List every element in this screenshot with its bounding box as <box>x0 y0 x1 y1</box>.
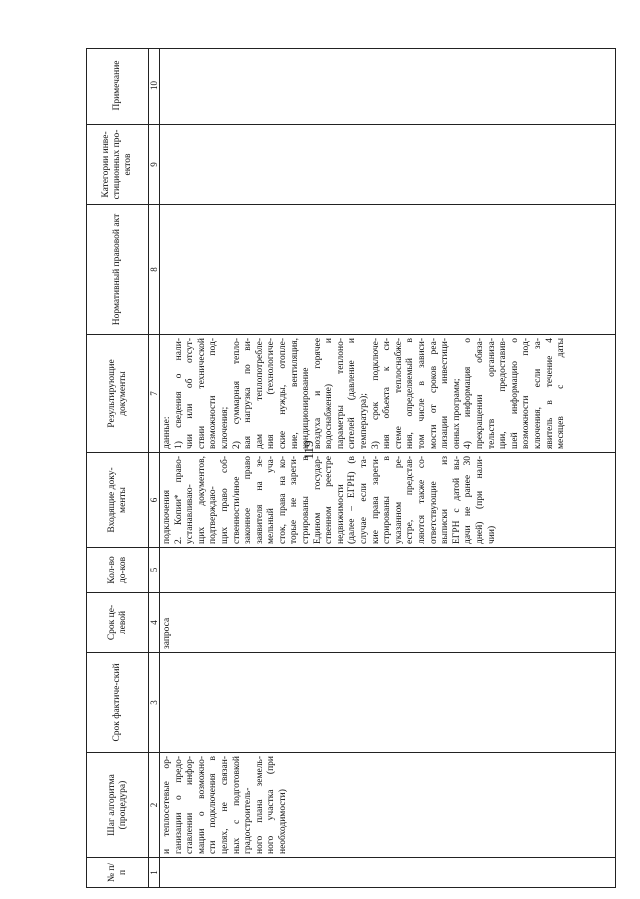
result-line: том числе в зависи- <box>417 338 428 449</box>
result-line: ключения, если за- <box>532 338 543 449</box>
result-line: чии или об отсут- <box>185 338 196 449</box>
result-line: возможности под- <box>521 338 532 449</box>
header-result-docs: Результирующие документы <box>87 335 149 452</box>
page-number: 119 <box>301 440 316 460</box>
header-project-category: Категории инве-стиционных про-ектов <box>87 125 149 204</box>
cell-result-docs <box>161 335 615 452</box>
incoming-line: щих право соб- <box>219 456 230 544</box>
column-index-10: 10 <box>149 48 160 124</box>
incoming-line: ственном реестре <box>324 456 335 544</box>
column-index-5: 5 <box>149 548 160 592</box>
result-line: сителей (давление и <box>347 338 358 449</box>
column-step <box>87 752 615 857</box>
incoming-line: ЕГРН с датой вы- <box>451 456 462 544</box>
cell-step <box>161 753 615 857</box>
result-line: водоснабжение) и <box>324 338 335 449</box>
column-index-4: 4 <box>149 593 160 652</box>
result-line: лизации инвестици- <box>440 338 451 449</box>
header-target-term: Срок це-левой <box>87 593 149 652</box>
column-index-3: 3 <box>149 653 160 752</box>
table-rotation-frame <box>86 48 616 888</box>
header-number: № п/п <box>87 858 149 887</box>
column-legal-act <box>87 204 615 334</box>
cell-note <box>161 48 615 124</box>
result-line: ния, определяемый в <box>405 338 416 449</box>
incoming-line: подтверждаю- <box>208 486 219 544</box>
incoming-line: (далее – ЕГРН) (в <box>347 456 358 544</box>
result-line: кондиционирование <box>301 367 312 449</box>
result-line: 2) суммарная тепло- <box>231 338 242 449</box>
header-doc-count: Кол-во до-ков <box>87 548 149 592</box>
incoming-line: недвижимости <box>335 484 346 544</box>
step-line: градостроитель- <box>243 787 254 854</box>
incoming-line: подключения <box>162 489 172 544</box>
result-line: 4) информация о <box>463 338 474 449</box>
header-legal-act: Нормативный правовой акт <box>87 205 149 334</box>
incoming-line: мельный уча- <box>266 456 277 544</box>
result-line: температура); <box>359 393 370 449</box>
step-line: ганизации о предо- <box>173 756 184 854</box>
incoming-line: естре, представ- <box>405 456 416 544</box>
cell-target-term <box>161 593 615 652</box>
result-line: воздуха и горячее <box>312 338 323 449</box>
result-line: ключения; <box>219 406 230 449</box>
step-line: целях, не связан- <box>219 756 230 854</box>
step-line: мации о возможно- <box>196 756 207 854</box>
column-actual-term <box>87 652 615 752</box>
result-line: 1) сведения о нали- <box>173 338 184 449</box>
incoming-line: сток, права на ко- <box>277 456 288 544</box>
result-line: онных программ; <box>451 378 462 449</box>
cell-legal-act <box>161 205 615 334</box>
result-line: месяцев с даты <box>556 338 567 449</box>
column-index-2: 2 <box>149 753 160 857</box>
column-incoming-docs <box>87 452 615 547</box>
result-line: мости от сроков реа- <box>428 338 439 449</box>
step-line: и теплосетевые ор- <box>162 756 172 854</box>
header-step: Шаг алгоритма (процедура) <box>87 753 149 857</box>
result-line: ствии технической <box>196 338 207 449</box>
cell-incoming-docs <box>161 453 615 547</box>
incoming-line: выписки из <box>440 456 451 544</box>
incoming-line: заявителя на зе- <box>254 456 265 544</box>
column-project-category <box>87 124 615 204</box>
result-line: ские нужды, отопле- <box>277 338 288 449</box>
column-result-docs <box>87 334 615 452</box>
cell-doc-count <box>161 548 615 592</box>
result-line: возможности под- <box>208 338 219 449</box>
incoming-line: дачи не ранее 30 <box>463 456 474 544</box>
cell-number <box>161 858 615 887</box>
column-index-8: 8 <box>149 205 160 334</box>
result-line: стеме теплоснабже- <box>393 338 404 449</box>
incoming-line: 2. Копии* право- <box>173 456 184 544</box>
result-line: дам теплопотребле- <box>254 338 265 449</box>
step-line: ного участка (при <box>266 756 277 854</box>
incoming-line: указанном ре- <box>393 456 404 544</box>
result-line: ния (технологиче- <box>266 338 277 449</box>
target-term-line: запроса <box>162 617 172 649</box>
column-target-term <box>87 592 615 652</box>
column-index-9: 9 <box>149 125 160 204</box>
result-line: вая нагрузка по ви- <box>243 338 254 449</box>
step-line: ных с подготовкой <box>231 756 242 854</box>
result-line: шей информацию о <box>509 338 520 449</box>
header-incoming-docs: Входящие доку-менты <box>87 453 149 547</box>
result-line: параметры теплоно- <box>335 338 346 449</box>
incoming-line: щих документов, <box>196 456 207 544</box>
incoming-line: ственности/иное <box>231 476 242 544</box>
header-actual-term: Срок фактиче-ский <box>87 653 149 752</box>
result-line: 3) срок подключе- <box>370 338 381 449</box>
incoming-line: кие права зареги- <box>370 456 381 544</box>
result-line: явитель в течение 4 <box>544 338 555 449</box>
incoming-line: устанавливаю- <box>185 484 196 544</box>
result-line: ния объекта к си- <box>382 338 393 449</box>
header-note: Примечание <box>87 48 149 124</box>
incoming-line: случае если та- <box>359 456 370 544</box>
column-number <box>87 857 615 887</box>
incoming-line: торые не зареги- <box>289 456 300 544</box>
cell-actual-term <box>161 653 615 752</box>
incoming-line: стрированы в <box>301 456 312 544</box>
column-note <box>87 48 615 124</box>
incoming-line: ответствующие <box>428 481 439 544</box>
step-line: сти подключения в <box>208 756 219 854</box>
column-doc-count <box>87 547 615 592</box>
result-line: прекращении обяза- <box>474 338 485 449</box>
column-index-7: 7 <box>149 335 160 452</box>
incoming-line: дней) (при нали- <box>474 456 485 544</box>
incoming-line: Едином государ- <box>312 456 323 544</box>
column-index-1: 1 <box>149 858 160 887</box>
incoming-line: стрированы в <box>382 456 393 544</box>
incoming-line: законное право <box>243 456 254 544</box>
result-line: тельств организа- <box>486 338 497 449</box>
incoming-line: чии) <box>486 525 497 544</box>
result-line: ние, вентиляция, <box>289 338 300 449</box>
result-line: данные: <box>162 416 172 449</box>
incoming-line: ляются также со- <box>417 456 427 544</box>
result-line: ции, предоставив- <box>498 338 509 449</box>
step-line: необходимости) <box>277 789 288 854</box>
column-index-6: 6 <box>149 453 160 547</box>
cell-project-category <box>161 125 615 204</box>
algorithm-table <box>86 48 616 888</box>
step-line: ного плана земель- <box>254 756 265 854</box>
step-line: ставлении инфор- <box>185 756 196 854</box>
